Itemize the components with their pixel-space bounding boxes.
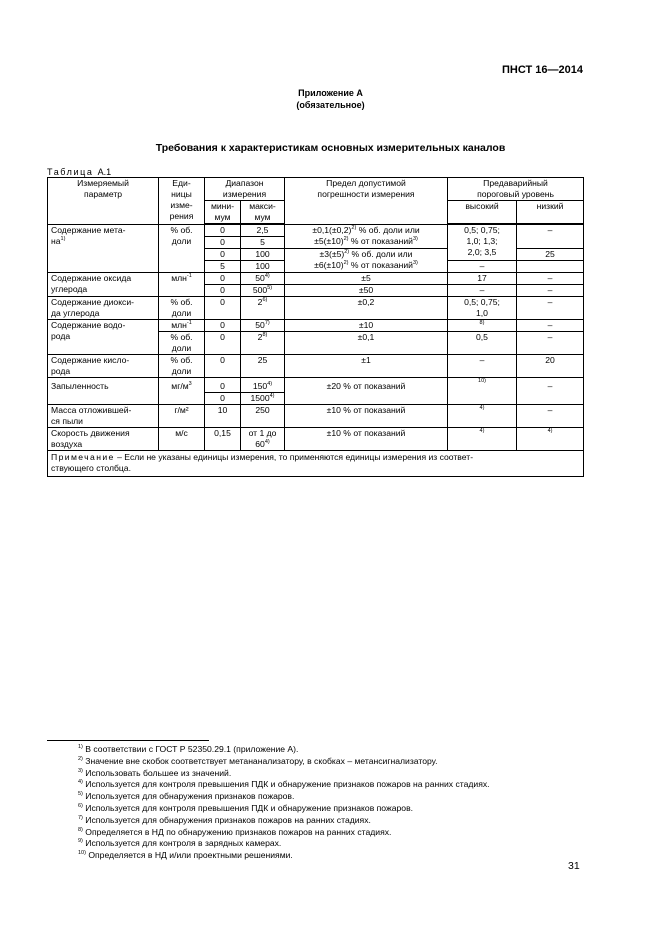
range-min: 0 [205, 285, 241, 297]
range-max: 5 [241, 237, 285, 249]
footnote: $^{1)}$ В соответствии с ГОСТ Р 52350.29.1 (приложение А). [78, 744, 299, 754]
header-threshold: Предаварийный пороговый уровень [448, 178, 584, 201]
range-max: 2$^{6)}$ [241, 297, 285, 320]
high-value: 0,5; 0,75; 1,0 [448, 297, 517, 320]
appendix-title: Приложение А [298, 88, 363, 98]
note-label: Примечание [51, 452, 115, 462]
header-error: Предел допустимой погрешности измерения [285, 178, 448, 225]
error-value: ±1 [285, 355, 448, 378]
error-value: ±50 [285, 285, 448, 297]
header-units: Еди- ницы изме- рения [159, 178, 205, 225]
range-min: 0 [205, 332, 241, 355]
range-max: 150$^{4)}$ [241, 378, 285, 393]
error-value: ±5 [285, 273, 448, 285]
note-text: – Если не указаны единицы измерения, то применяются единицы измерения из соответ- [114, 452, 474, 462]
footnote-divider [47, 740, 209, 741]
low-value: – [517, 332, 584, 355]
param-h2: Содержание водо- рода [48, 320, 159, 355]
range-min: 0 [205, 297, 241, 320]
high-value: 17 [448, 273, 517, 285]
range-min: 0 [205, 378, 241, 393]
range-max: 2,5 [241, 224, 285, 237]
high-value: 8) [448, 320, 517, 332]
footnote: $^{8)}$ Определяется в НД по обнаружению признаков пожаров на ранних стадиях. [78, 826, 392, 837]
units-h2: % об. доли [159, 332, 205, 355]
high-value: 10) [448, 378, 517, 405]
table-row [48, 428, 584, 451]
units-co2: % об. доли [159, 297, 205, 320]
param-dust-mass: Масса отложившей- ся пыли [48, 405, 159, 428]
appendix-status: (обязательное) [296, 100, 365, 110]
footnote: $^{3)}$ Использовать большее из значений. [78, 767, 232, 778]
units-o2: % об. доли [159, 355, 205, 378]
footnote: $^{7)}$ Используется для обнаружения признаков пожаров на ранних стадиях. [78, 814, 371, 825]
error-value: ±10 % от показаний [285, 428, 448, 451]
param-co: Содержание оксида углерода [48, 273, 159, 297]
high-methane: – [448, 261, 517, 273]
error-value: ±0,1 [285, 332, 448, 355]
footnote: $^{6)}$ Используется для контроля превышения ПДК и обнаружение признаков пожаров. [78, 802, 414, 813]
header-high: высокий [448, 201, 517, 225]
page-number: 31 [568, 860, 580, 872]
table-row [48, 273, 584, 285]
table-header-row [48, 178, 584, 201]
table-row [48, 224, 584, 237]
header-low: низкий [517, 201, 584, 225]
footnote: $^{10)}$ Определяется в НД и/или проектными решениями. [78, 850, 293, 861]
units-air-speed: м/с [159, 428, 205, 451]
range-min: 0 [205, 237, 241, 249]
low-methane: 25 [517, 249, 584, 261]
range-min: 5 [205, 261, 241, 273]
error-methane-2: $\pm 3(\pm 5)^{2)}$ % об. доли или $\pm 6(\pm 10)^{2)}$ % от показаний$^{3)}$ [285, 249, 448, 273]
header-range-min: мини- мум [205, 201, 241, 225]
footnote: $^{9)}$ Используется для контроля в зарядных камерах. [78, 838, 282, 849]
units-h2: млн$^{-1}$ [159, 320, 205, 332]
low-methane: – [517, 224, 584, 249]
high-value: 4) [448, 428, 517, 451]
range-min: 0,15 [205, 428, 241, 451]
range-min: 0 [205, 273, 241, 285]
range-max: 50$^{7)}$ [241, 320, 285, 332]
footnotes [78, 744, 490, 862]
table-row [48, 320, 584, 332]
range-max: 25 [241, 355, 285, 378]
range-min: 0 [205, 355, 241, 378]
table-note-row [48, 451, 584, 477]
low-value: – [517, 405, 584, 428]
error-value: ±10 [285, 320, 448, 332]
range-min: 10 [205, 405, 241, 428]
high-value: 4) [448, 405, 517, 428]
range-min: 0 [205, 249, 241, 261]
requirements-table [47, 177, 584, 477]
table-row [48, 297, 584, 320]
param-dust: Запыленность [48, 378, 159, 405]
low-value: – [517, 273, 584, 285]
units-co: млн$^{-1}$ [159, 273, 205, 297]
header-param: Измеряемый параметр [48, 178, 159, 225]
range-max: 100 [241, 249, 285, 261]
param-methane: Содержание мета- $на^{1)}$ [48, 224, 159, 273]
units-dust-mass: г/м² [159, 405, 205, 428]
document-number: ПНСТ 16—2014 [501, 64, 583, 76]
footnote: $^{2)}$ Значение вне скобок соответствует метананализатору, в скобках – метансигнализатору. [78, 755, 438, 766]
low-methane-empty [517, 261, 584, 273]
section-title: Требования к характеристикам основных измерительных каналов [155, 142, 506, 154]
table-label-number: А.1 [97, 167, 112, 177]
param-air-speed: Скорость движения воздуха [48, 428, 159, 451]
error-methane-1: $\pm 0,1(\pm 0,2)^{2)}$ % об. доли или $\pm 5(\pm 10)^{2)}$ % от показаний$^{3)}$ [285, 224, 448, 249]
low-value: 20 [517, 355, 584, 378]
table-label-word: Таблица [47, 167, 94, 177]
units-dust: $мг/м^3$ [159, 378, 205, 405]
range-max: 2$^{8)}$ [241, 332, 285, 355]
param-o2: Содержание кисло- рода [48, 355, 159, 378]
low-value: – [517, 285, 584, 297]
range-max: 100 [241, 261, 285, 273]
range-max: 50$^{4)}$ [241, 273, 285, 285]
low-value: 4) [517, 428, 584, 451]
range-min: 0 [205, 393, 241, 405]
param-co2: Содержание диокси- да углерода [48, 297, 159, 320]
range-min: 0 [205, 224, 241, 237]
low-value: – [517, 378, 584, 405]
footnote: $^{4)}$ Используется для контроля превышения ПДК и обнаружение признаков пожаров на ранних стадиях. [78, 779, 490, 790]
note-text-cont: ствующего столбца. [51, 463, 131, 473]
high-value: – [448, 285, 517, 297]
low-value: – [517, 320, 584, 332]
error-value: ±0,2 [285, 297, 448, 320]
header-range-max: макси- мум [241, 201, 285, 225]
units-methane: % об. доли [159, 224, 205, 273]
table-row [48, 355, 584, 378]
high-methane: 0,5; 0,75; 1,0; 1,3; 2,0; 3,5 [448, 224, 517, 261]
header-range: Диапазон измерения [205, 178, 285, 201]
footnote: $^{5)}$ Используется для обнаружения признаков пожаров. [78, 791, 295, 802]
table-note [48, 451, 584, 477]
range-max: 1500$^{4)}$ [241, 393, 285, 405]
table-row [48, 378, 584, 393]
range-min: 0 [205, 320, 241, 332]
error-value: ±10 % от показаний [285, 405, 448, 428]
error-value: ±20 % от показаний [285, 378, 448, 405]
range-max: 500$^{5)}$ [241, 285, 285, 297]
high-value: 0,5 [448, 332, 517, 355]
table-label [47, 167, 111, 177]
range-max: 250 [241, 405, 285, 428]
range-max: от 1 до 60$^{4)}$ [241, 428, 285, 451]
table-row [48, 405, 584, 428]
high-value: – [448, 355, 517, 378]
low-value: – [517, 297, 584, 320]
